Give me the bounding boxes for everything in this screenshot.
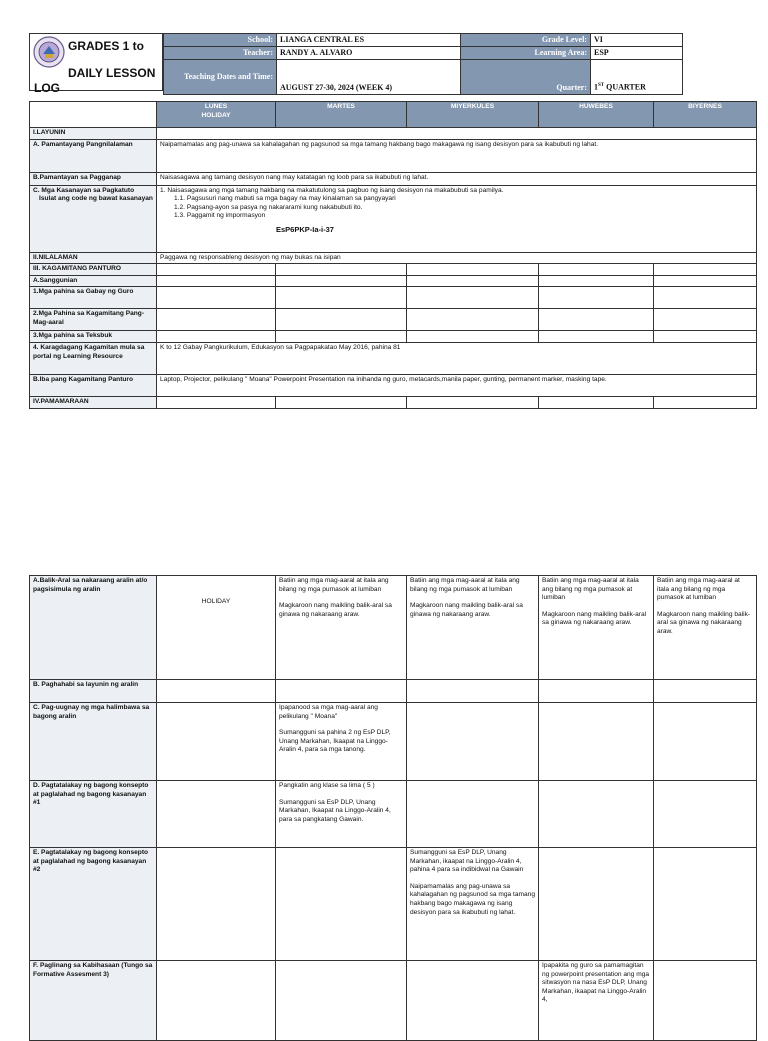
bati-huwebes: Batiin ang mga mag-aaral at itala ang bilang ng mga pumasok at lumiban [542, 577, 639, 602]
corner-cell [30, 102, 157, 128]
section-layunin: I.LAYUNIN [30, 128, 157, 140]
row-label-pagtatalakay-2: E. Pagtatalakay ng bagong konsepto at paglalahad ng bagong kasanayan #2 [30, 848, 157, 961]
procedures-table [29, 575, 757, 1041]
kasanayan-content [157, 185, 757, 252]
row-label-portal: 4. Karagdagang Kagamitan mula sa portal ng Learning Resource [30, 342, 157, 374]
maikling-huwebes: Magkaroon nang maikling balik-aral sa ginawa ng nakaraang araw. [542, 610, 647, 627]
grade-level-label: Grade Level: [461, 34, 591, 47]
quarter-ordinal: ST [598, 83, 605, 89]
kasanayan-code: EsP6PKP-Ia-i-37 [276, 224, 334, 234]
teaching-dates-value: AUGUST 27-30, 2024 (WEEK 4) [277, 60, 461, 95]
nilalaman-text: Paggawa ng responsableng desisyon ng may bukas na isipan [157, 252, 757, 264]
balik-aral-martes [276, 576, 407, 680]
row-label-gabay: 1.Mga pahina sa Gabay ng Guro [30, 287, 157, 309]
pamantayang-text: Naipamamalas ang pag-unawa sa kahalagahan ng pagsunod sa mga tamang hakbang bago makagawa ng isang desisyon para sa ikabubuti ng lahat. [157, 139, 757, 172]
iba-text: Laptop, Projector, pelikulang " Moana" Powerpoint Presentation na inihanda ng guro, metacards,manila paper, gunting, permanent marker, masking tape. [157, 374, 757, 396]
quarter-value [591, 60, 683, 95]
row-label-kasanayan: C. Mga Kasanayan sa Pagkatuto Isulat ang code ng bawat kasanayan [30, 185, 157, 252]
quarter-suffix: QUARTER [604, 83, 646, 92]
school-label: School: [164, 34, 277, 47]
kasanayan-1-3: 1.3. Paggamit ng impormasyon [174, 212, 266, 220]
day-header-miyerkules: MIYERKULES [407, 102, 539, 128]
pagtatalakay-2-miyerkules: Sumangguni sa EsP DLP, Unang Markahan, ikaapat na Linggo-Aralin 4, pahina 4 para sa indibidwal na Gawain Naipamamalas ang pag-unawa sa kahalagahan ng pagsunod sa mga tamang hakbang bago makagawa ng isang desisyon para sa ikabubuti ng lahat. [407, 848, 539, 961]
row-label-paganap: B.Pamantayan sa Pagganap [30, 172, 157, 185]
lesson-objectives-table [29, 101, 757, 409]
section-nilalaman: II.NILALAMAN [30, 252, 157, 264]
layunin-content [157, 128, 757, 140]
row-label-pamantayang: A. Pamantayang Pangnilalaman [30, 139, 157, 172]
header-info-table [163, 33, 683, 95]
pagtatalakay-1-martes: Pangkatin ang klase sa lima ( 5 ) Sumangguni sa EsP DLP, Unang Markahan, Ikaapat na Linggo-Aralin 4, para sa pangkatang Gawain. [276, 781, 407, 848]
paganap-text: Naisasagawa ang tamang desisyon nang may katatagan ng loob para sa ikabubuti ng lahat. [157, 172, 757, 185]
row-label-balik-aral: A.Balik-Aral sa nakaraang aralin at/o pagsisimula ng aralin [30, 576, 157, 680]
teacher-value: RANDY A. ALVARO [277, 47, 461, 60]
day-header-martes: MARTES [276, 102, 407, 128]
row-label-sanggunian: A.Sanggunian [30, 275, 157, 287]
bati-biyernes: Batiin ang mga mag-aaral at itala ang bilang ng mga pumasok at lumiban [657, 577, 740, 602]
bati-miyerkules: Batiin ang mga mag-aaral at itala ang bilang ng mga pumasok at lumiban [410, 577, 520, 593]
title-line-3: LOG [34, 81, 60, 95]
school-value: LIANGA CENTRAL ES [277, 34, 461, 47]
row-label-pang-mag-aaral: 2.Mga Pahina sa Kagamitang Pang-Mag-aaral [30, 309, 157, 331]
quarter-number: 1 [594, 83, 598, 92]
row-label-iba: B.Iba pang Kagamitang Panturo [30, 374, 157, 396]
row-label-paghahabi: B. Paghahabi sa layunin ng aralin [30, 680, 157, 703]
title-line-2: DAILY LESSON [68, 66, 156, 80]
row-label-paguugnay: C. Pag-uugnay ng mga halimbawa sa bagong aralin [30, 703, 157, 781]
maikling-biyernes: Magkaroon nang maikling balik-aral sa ginawa ng nakaraang araw. [657, 610, 751, 635]
balik-aral-biyernes [654, 576, 757, 680]
paguugnay-martes: Ipapanood sa mga mag-aaral ang pelikulang " Moana" Sumangguni sa pahina 2 ng EsP DLP, Unang Markahan, Ikaapat na Linggo-Aralin 4, para sa mga tanong. [276, 703, 407, 781]
row-label-pagtatalakay-1: D. Pagtatalakay ng bagong konsepto at paglalahad ng bagong kasanayan #1 [30, 781, 157, 848]
holiday-text: HOLIDAY [157, 576, 276, 680]
section-pamamaraan: IV.PAMAMARAAN [30, 396, 157, 408]
deped-seal-icon [33, 36, 65, 68]
section-kagamitang: III. KAGAMITANG PANTURO [30, 264, 157, 276]
day-header-biyernes: BIYERNES [654, 102, 757, 128]
kasanayan-1-2: 1.2. Pagsang-ayon sa pasya ng nakararami kung nakabubuti ito. [174, 203, 363, 211]
learning-area-label: Learning Area: [461, 47, 591, 60]
grade-level-value: VI [591, 34, 683, 47]
kasanayan-1-1: 1.1. Pagsusuri nang mabuti sa mga bagay na may kinalaman sa pangyayari [174, 195, 396, 203]
lesson-log-title-block [29, 33, 163, 95]
paglinang-huwebes: Ipapakita ng guro sa pamamagitan ng powerpoint presentation ang mga sitwasyon na nasa EsP DLP, Unang Markahan, ikaapat na Linggo-Aralin 4, [539, 961, 654, 1041]
balik-aral-huwebes [539, 576, 654, 680]
day-header-huwebes: HUWEBES [539, 102, 654, 128]
portal-text: K to 12 Gabay Pangkurikulum, Edukasyon sa Pagpapakatao May 2016, pahina 81 [157, 342, 757, 374]
title-line-1: GRADES 1 to [68, 39, 145, 53]
kasanayan-main: 1. Naisasagawa ang mga tamang hakbang na makatutulong sa pagbuo ng isang desisyon na makabubuti sa pamilya. [160, 186, 504, 194]
maikling-miyerkules: Magkaroon nang maikling balik-aral sa ginawa ng nakaraang araw. [410, 602, 523, 618]
learning-area-value: ESP [591, 47, 683, 60]
balik-aral-miyerkules [407, 576, 539, 680]
bati-martes: Batiin ang mga mag-aaral at itala ang bilang ng mga pumasok at lumiban [279, 577, 389, 593]
teaching-dates-label: Teaching Dates and Time: [164, 60, 277, 95]
row-label-paglinang: F. Paglinang sa Kabihasaan (Tungo sa Formative Assesment 3) [30, 961, 157, 1041]
day-header-lunes: LUNES HOLIDAY [157, 102, 276, 128]
maikling-martes: Magkaroon nang maikling balik-aral sa ginawa ng nakaraang araw. [279, 602, 392, 618]
row-label-teksbuk: 3.Mga pahina sa Teksbuk [30, 331, 157, 343]
quarter-label: Quarter: [461, 60, 591, 95]
teacher-label: Teacher: [164, 47, 277, 60]
